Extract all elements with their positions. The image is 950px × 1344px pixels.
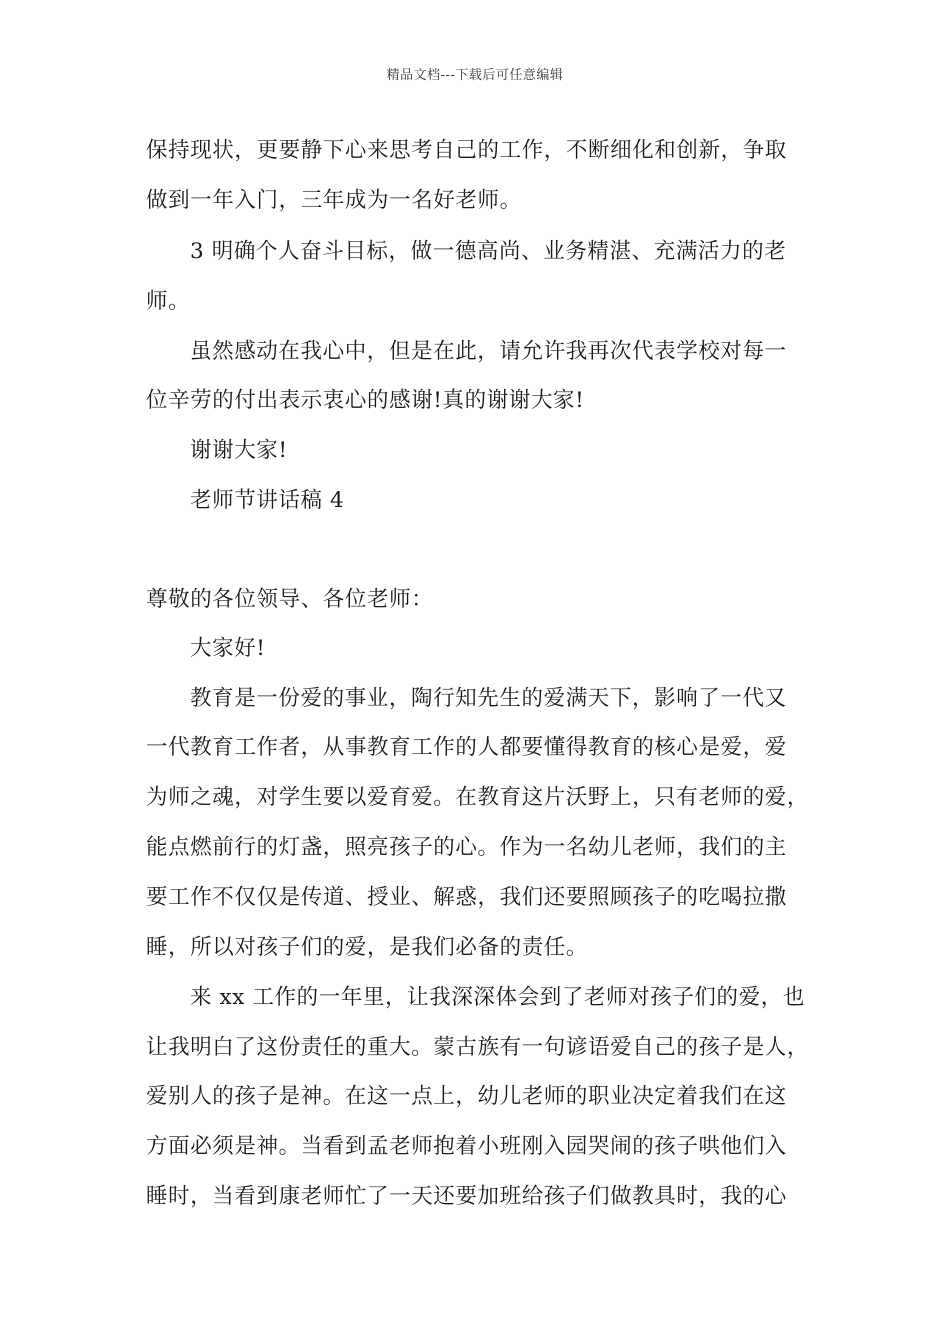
text-line: 来 xx 工作的一年里，让我深深体会到了老师对孩子们的爱，也: [190, 985, 805, 1010]
text-line: 睡时，当看到康老师忙了一天还要加班给孩子们做教具时，我的心: [146, 1184, 787, 1209]
text-line: 教育是一份爱的事业，陶行知先生的爱满天下，影响了一代又: [190, 686, 787, 711]
text-line: 方面必须是神。当看到孟老师抱着小班刚入园哭闹的孩子哄他们入: [146, 1134, 787, 1159]
text-line: 虽然感动在我心中，但是在此，请允许我再次代表学校对每一: [190, 339, 787, 364]
text-line: 位辛劳的付出表示衷心的感谢!真的谢谢大家!: [146, 388, 585, 413]
text-line: 3 明确个人奋斗目标，做一德高尚、业务精湛、充满活力的老: [190, 239, 787, 264]
text-line: 保持现状，更要静下心来思考自己的工作，不断细化和创新，争取: [146, 138, 787, 163]
text-line: 能点燃前行的灯盏，照亮孩子的心。作为一名幼儿老师，我们的主: [146, 835, 787, 860]
section-title: 老师节讲话稿 4: [190, 488, 345, 513]
text-line: 为师之魂，对学生要以爱育爱。在教育这片沃野上，只有老师的爱，: [146, 785, 810, 810]
text-line: 让我明白了这份责任的重大。蒙古族有一句谚语爱自己的孩子是人，: [146, 1035, 810, 1060]
page-header: 精品文档---下载后可任意编辑: [386, 68, 564, 83]
text-line: 谢谢大家!: [190, 438, 288, 463]
text-line: 睡，所以对孩子们的爱，是我们必备的责任。: [146, 935, 589, 960]
text-line: 爱别人的孩子是神。在这一点上，幼儿老师的职业决定着我们在这: [146, 1084, 787, 1109]
text-line: 要工作不仅仅是传道、授业、解惑，我们还要照顾孩子的吃喝拉撒: [146, 885, 787, 910]
text-line: 做到一年入门，三年成为一名好老师。: [146, 188, 522, 213]
text-line: 师。: [146, 289, 191, 314]
salutation: 尊敬的各位领导、各位老师：: [146, 587, 434, 612]
text-line: 一代教育工作者，从事教育工作的人都要懂得教育的核心是爱，爱: [146, 735, 787, 760]
greeting: 大家好!: [190, 636, 266, 661]
